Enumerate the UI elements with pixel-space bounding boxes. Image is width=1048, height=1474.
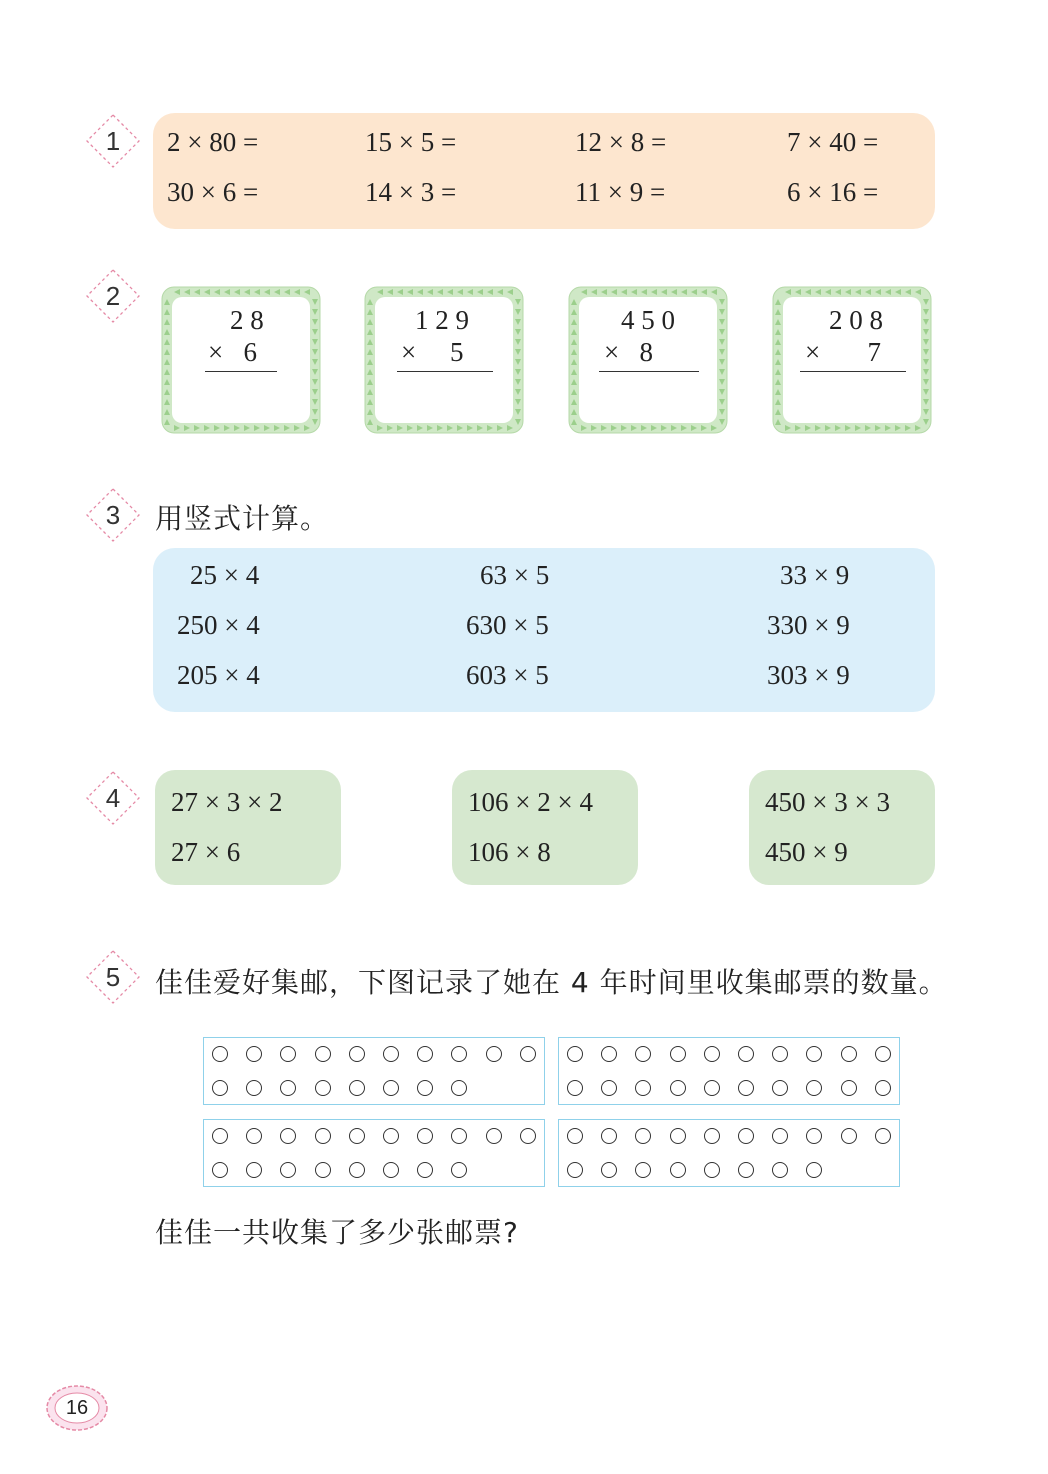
- stamp-circle: [806, 1128, 822, 1144]
- stamp-circle: [451, 1128, 467, 1144]
- q4-line2: 450 × 9: [765, 837, 848, 867]
- multiplicand: 2 0 8: [829, 305, 883, 335]
- stamp-circle: [417, 1046, 433, 1062]
- answer-line: [205, 371, 277, 372]
- stamp-circle: [635, 1128, 651, 1144]
- q5-question: 佳佳一共收集了多少张邮票?: [155, 1216, 519, 1249]
- stamp-circle: [212, 1046, 228, 1062]
- stamp-circle: [349, 1162, 365, 1178]
- stamp-circle: [349, 1080, 365, 1096]
- stamp-circle: [670, 1080, 686, 1096]
- stamp-circle: [635, 1162, 651, 1178]
- q5-text: 佳佳爱好集邮，下图记录了她在 4 年时间里收集邮票的数量。: [155, 966, 948, 999]
- multiplier: × 8: [604, 337, 653, 367]
- stamp-circle: [417, 1128, 433, 1144]
- question-number-5: 5: [85, 949, 141, 1005]
- stamp-circle: [486, 1128, 502, 1144]
- stamp-circle: [772, 1162, 788, 1178]
- stamp-circle: [806, 1162, 822, 1178]
- q3-box: [153, 548, 935, 712]
- stamp-circle: [875, 1128, 891, 1144]
- stamp-circle: [704, 1046, 720, 1062]
- stamp-circle: [315, 1046, 331, 1062]
- stamp-circle: [567, 1046, 583, 1062]
- q4-line1: 106 × 2 × 4: [468, 787, 593, 817]
- multiplicand: 2 8: [230, 305, 264, 335]
- question-number-3: 3: [85, 487, 141, 543]
- vertical-problem-frame: [363, 285, 525, 435]
- stamp-circle: [246, 1046, 262, 1062]
- q3-expr: 603 × 5: [466, 660, 549, 690]
- stamp-circle: [738, 1128, 754, 1144]
- vertical-problem-frame: [771, 285, 933, 435]
- answer-line: [599, 371, 699, 372]
- q1-expr: 14 × 3 =: [365, 177, 457, 207]
- stamp-panel-3: [203, 1119, 545, 1187]
- question-number-4: 4: [85, 770, 141, 826]
- stamp-circle: [635, 1080, 651, 1096]
- stamp-circle: [704, 1162, 720, 1178]
- stamp-circle: [670, 1162, 686, 1178]
- question-number-1: 1: [85, 113, 141, 169]
- q4-line1: 450 × 3 × 3: [765, 787, 890, 817]
- stamp-circle: [212, 1128, 228, 1144]
- stamp-circle: [601, 1162, 617, 1178]
- q4-line2: 27 × 6: [171, 837, 241, 867]
- stamp-circle: [875, 1080, 891, 1096]
- q1-expr: 12 × 8 =: [575, 127, 667, 157]
- q3-expr: 63 × 5: [480, 560, 550, 590]
- stamp-circle: [246, 1128, 262, 1144]
- q3-expr: 25 × 4: [190, 560, 260, 590]
- stamp-circle: [738, 1162, 754, 1178]
- stamp-circle: [635, 1046, 651, 1062]
- q3-expr: 250 × 4: [177, 610, 260, 640]
- q3-title: 用竖式计算。: [155, 502, 330, 535]
- q3-expr: 205 × 4: [177, 660, 260, 690]
- stamp-circle: [841, 1128, 857, 1144]
- stamp-circle: [315, 1162, 331, 1178]
- q4-group: [452, 770, 638, 885]
- stamp-circle: [520, 1046, 536, 1062]
- stamp-circle: [315, 1080, 331, 1096]
- question-number-2: 2: [85, 268, 141, 324]
- stamp-circle: [417, 1162, 433, 1178]
- stamp-circle: [601, 1080, 617, 1096]
- q1-expr: 6 × 16 =: [787, 177, 879, 207]
- stamp-circle: [246, 1080, 262, 1096]
- multiplier: × 5: [401, 337, 464, 367]
- page-number: 16: [44, 1383, 110, 1433]
- stamp-circle: [280, 1080, 296, 1096]
- stamp-circle: [875, 1046, 891, 1062]
- stamp-circle: [704, 1128, 720, 1144]
- vertical-problem-frame: [567, 285, 729, 435]
- q3-expr: 330 × 9: [767, 610, 850, 640]
- multiplicand: 4 5 0: [621, 305, 675, 335]
- stamp-circle: [212, 1162, 228, 1178]
- q1-expr: 15 × 5 =: [365, 127, 457, 157]
- stamp-circle: [246, 1162, 262, 1178]
- stamp-circle: [567, 1128, 583, 1144]
- stamp-circle: [738, 1080, 754, 1096]
- stamp-circle: [349, 1128, 365, 1144]
- stamp-panel-1: [203, 1037, 545, 1105]
- stamp-circle: [280, 1162, 296, 1178]
- stamp-circle: [417, 1080, 433, 1096]
- q1-expr: 30 × 6 =: [167, 177, 259, 207]
- q3-expr: 303 × 9: [767, 660, 850, 690]
- stamp-circle: [280, 1128, 296, 1144]
- q1-expr: 7 × 40 =: [787, 127, 879, 157]
- stamp-circle: [806, 1046, 822, 1062]
- q4-line1: 27 × 3 × 2: [171, 787, 283, 817]
- stamp-circle: [772, 1080, 788, 1096]
- stamp-circle: [841, 1046, 857, 1062]
- stamp-circle: [486, 1046, 502, 1062]
- multiplicand: 1 2 9: [415, 305, 469, 335]
- stamp-circle: [451, 1080, 467, 1096]
- q1-expr: 11 × 9 =: [575, 177, 666, 207]
- stamp-circle: [772, 1128, 788, 1144]
- stamp-circle: [280, 1046, 296, 1062]
- q1-expr: 2 × 80 =: [167, 127, 259, 157]
- stamp-panel-4: [558, 1119, 900, 1187]
- stamp-circle: [601, 1046, 617, 1062]
- stamp-circle: [383, 1046, 399, 1062]
- q4-line2: 106 × 8: [468, 837, 551, 867]
- stamp-panel-2: [558, 1037, 900, 1105]
- stamp-circle: [212, 1080, 228, 1096]
- stamp-circle: [451, 1162, 467, 1178]
- stamp-circle: [315, 1128, 331, 1144]
- stamp-circle: [841, 1080, 857, 1096]
- vertical-problem-frame: [160, 285, 322, 435]
- q4-group: [749, 770, 935, 885]
- stamp-circle: [349, 1046, 365, 1062]
- q4-group: [155, 770, 341, 885]
- stamp-circle: [738, 1046, 754, 1062]
- multiplier: × 6: [208, 337, 257, 367]
- stamp-circle: [383, 1162, 399, 1178]
- stamp-circle: [601, 1128, 617, 1144]
- q3-expr: 630 × 5: [466, 610, 549, 640]
- q3-expr: 33 × 9: [780, 560, 850, 590]
- stamp-circle: [567, 1080, 583, 1096]
- answer-line: [800, 371, 906, 372]
- multiplier: × 7: [805, 337, 881, 367]
- answer-line: [397, 371, 493, 372]
- stamp-circle: [567, 1162, 583, 1178]
- q1-box: [153, 113, 935, 229]
- stamp-circle: [772, 1046, 788, 1062]
- stamp-circle: [383, 1080, 399, 1096]
- stamp-circle: [451, 1046, 467, 1062]
- stamp-circle: [806, 1080, 822, 1096]
- stamp-circle: [670, 1128, 686, 1144]
- stamp-circle: [383, 1128, 399, 1144]
- stamp-circle: [704, 1080, 720, 1096]
- stamp-circle: [670, 1046, 686, 1062]
- stamp-circle: [520, 1128, 536, 1144]
